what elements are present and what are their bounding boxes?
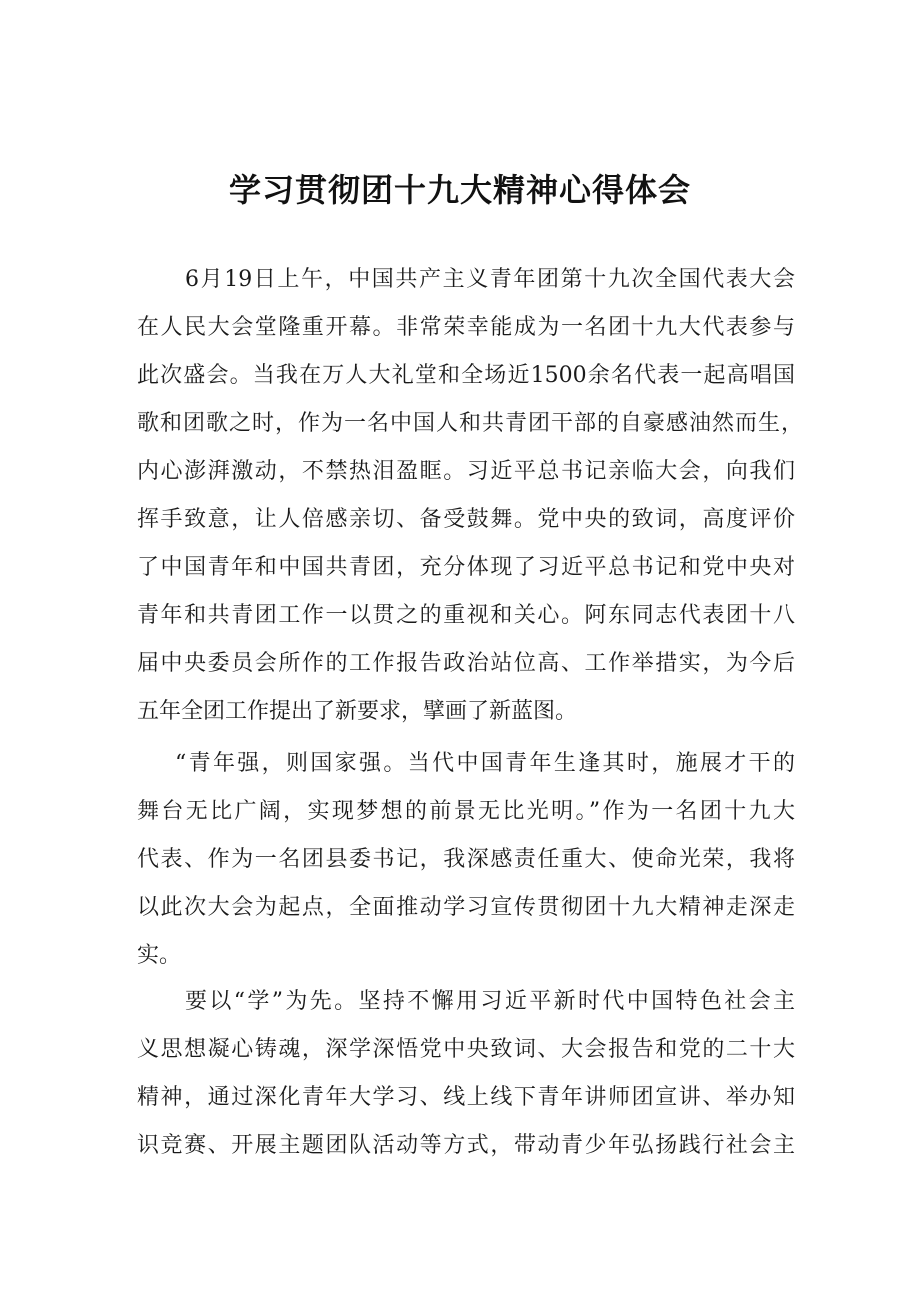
paragraph-line: 在人民大会堂隆重开幕。非常荣幸能成为一名团十九大代表参与	[137, 315, 795, 340]
paragraph-line: 届中央委员会所作的工作报告政治站位高、工作举措实，为今后	[137, 651, 795, 676]
paragraph-line: 五年全团工作提出了新要求，擘画了新蓝图。	[137, 699, 578, 724]
paragraph-line: 代表、作为一名团县委书记，我深感责任重大、使命光荣，我将	[137, 847, 795, 872]
paragraph-line: 6月19日上午，中国共产主义青年团第十九次全国代表大会	[185, 267, 795, 292]
paragraph-1	[137, 262, 803, 724]
paragraph-3	[137, 984, 797, 1184]
paragraph-line: 精神，通过深化青年大学习、线上线下青年讲师团宣讲、举办知	[137, 1085, 795, 1110]
paragraph-line: 了中国青年和中国共青团，充分体现了习近平总书记和党中央对	[137, 555, 795, 580]
paragraph-line: 内心澎湃激动，不禁热泪盈眶。习近平总书记亲临大会，向我们	[137, 459, 795, 484]
paragraph-line: 舞台无比广阔，实现梦想的前景无比光明。”作为一名团十九大	[137, 799, 795, 824]
paragraph-line: 以此次大会为起点，全面推动学习宣传贯彻团十九大精神走深走	[137, 895, 795, 920]
paragraph-line: 要以“学”为先。坚持不懈用习近平新时代中国特色社会主	[185, 989, 795, 1014]
paragraph-line: 实。	[137, 943, 182, 968]
paragraph-line: “青年强，则国家强。当代中国青年生逢其时，施展才干的	[175, 751, 795, 776]
paragraph-line: 挥手致意，让人倍感亲切、备受鼓舞。党中央的致词，高度评价	[137, 507, 795, 532]
document-title: 学习贯彻团十九大精神心得体会	[228, 171, 691, 209]
paragraph-line: 青年和共青团工作一以贯之的重视和关心。阿东同志代表团十八	[137, 603, 795, 628]
paragraph-line: 此次盛会。当我在万人大礼堂和全场近1500余名代表一起高唱国	[137, 363, 795, 388]
paragraph-line: 义思想凝心铸魂，深学深悟党中央致词、大会报告和党的二十大	[137, 1037, 795, 1062]
paragraph-line: 歌和团歌之时，作为一名中国人和共青团干部的自豪感油然而生，	[137, 411, 803, 436]
paragraph-line: 识竞赛、开展主题团队活动等方式，带动青少年弘扬践行社会主	[137, 1133, 795, 1158]
paragraph-2	[137, 746, 797, 986]
